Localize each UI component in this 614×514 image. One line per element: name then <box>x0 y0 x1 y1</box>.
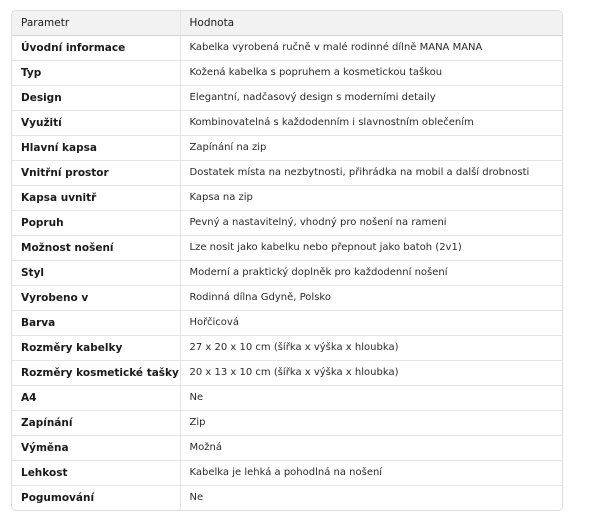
table-row <box>12 385 562 410</box>
parameter-value-cell: Kožená kabelka s popruhem a kosmetickou taškou <box>180 60 562 85</box>
table-row <box>12 460 562 485</box>
product-parameters-table-container <box>11 10 563 511</box>
parameter-value-cell: 27 x 20 x 10 cm (šířka x výška x hloubka) <box>180 335 562 360</box>
parameter-value-cell: Kombinovatelná s každodenním i slavnostním oblečením <box>180 110 562 135</box>
parameter-value-cell: Lze nosit jako kabelku nebo přepnout jako batoh (2v1) <box>180 235 562 260</box>
table-row <box>12 85 562 110</box>
table-row <box>12 410 562 435</box>
parameter-value-cell: Kabelka je lehká a pohodlná na nošení <box>180 460 562 485</box>
table-row <box>12 360 562 385</box>
column-header-hodnota: Hodnota <box>180 11 562 35</box>
parameter-name-cell: Rozměry kosmetické tašky <box>12 360 180 385</box>
parameter-name-cell: Využití <box>12 110 180 135</box>
parameter-name-cell: Úvodní informace <box>21 41 126 54</box>
table-row <box>12 60 562 85</box>
parameter-name-cell: Design <box>12 85 180 110</box>
parameter-value-cell: Ne <box>180 485 562 510</box>
parameter-name-cell: Rozměry kabelky <box>12 335 180 360</box>
table-row <box>12 210 562 235</box>
parameter-name-cell: Vyrobeno v <box>12 285 180 310</box>
parameter-name-cell: Typ <box>12 60 180 85</box>
table-header <box>12 11 562 35</box>
table-body <box>12 35 562 510</box>
parameter-name-cell: Vnitřní prostor <box>12 160 180 185</box>
product-parameters-table <box>12 11 562 510</box>
table-row <box>12 260 562 285</box>
parameter-value-cell: Kabelka vyrobená ručně v malé rodinné dílně MANA MANA <box>180 35 562 60</box>
parameter-value-cell: Možná <box>180 435 562 460</box>
table-row <box>12 235 562 260</box>
parameter-value-cell: Rodinná dílna Gdyně, Polsko <box>180 285 562 310</box>
table-header-row <box>12 11 562 35</box>
parameter-name-cell: Barva <box>12 310 180 335</box>
parameter-value-cell: 20 x 13 x 10 cm (šířka x výška x hloubka) <box>180 360 562 385</box>
parameter-value-cell: Dostatek místa na nezbytnosti, přihrádka na mobil a další drobnosti <box>180 160 562 185</box>
table-row <box>12 110 562 135</box>
parameter-name-cell: Popruh <box>12 210 180 235</box>
table-row <box>12 35 562 60</box>
parameter-value-cell: Pevný a nastavitelný, vhodný pro nošení na rameni <box>180 210 562 235</box>
parameter-value-cell: Kapsa na zip <box>180 185 562 210</box>
table-row <box>12 435 562 460</box>
parameter-name-cell: Pogumování <box>12 485 180 510</box>
table-row <box>12 160 562 185</box>
parameter-value-cell: Elegantní, nadčasový design s moderními detaily <box>180 85 562 110</box>
parameter-value-cell: Ne <box>180 385 562 410</box>
parameter-name-cell: Výměna <box>12 435 180 460</box>
parameter-value-cell: Zip <box>180 410 562 435</box>
parameter-name-cell: Kapsa uvnitř <box>12 185 180 210</box>
table-row <box>12 285 562 310</box>
parameter-name-cell: Zapínání <box>12 410 180 435</box>
table-row <box>12 310 562 335</box>
column-header-parametr: Parametr <box>12 11 180 35</box>
parameter-value-cell: Zapínání na zip <box>180 135 562 160</box>
parameter-name-cell: A4 <box>12 385 180 410</box>
parameter-value-cell: Moderní a praktický doplněk pro každodenní nošení <box>180 260 562 285</box>
parameter-name-cell: Možnost nošení <box>12 235 180 260</box>
parameter-name-cell: Hlavní kapsa <box>12 135 180 160</box>
table-row <box>12 135 562 160</box>
table-row <box>12 335 562 360</box>
parameter-value-cell: Hořčicová <box>180 310 562 335</box>
table-row <box>12 485 562 510</box>
table-row <box>12 185 562 210</box>
parameter-name-cell: Lehkost <box>12 460 180 485</box>
parameter-name-cell: Styl <box>12 260 180 285</box>
